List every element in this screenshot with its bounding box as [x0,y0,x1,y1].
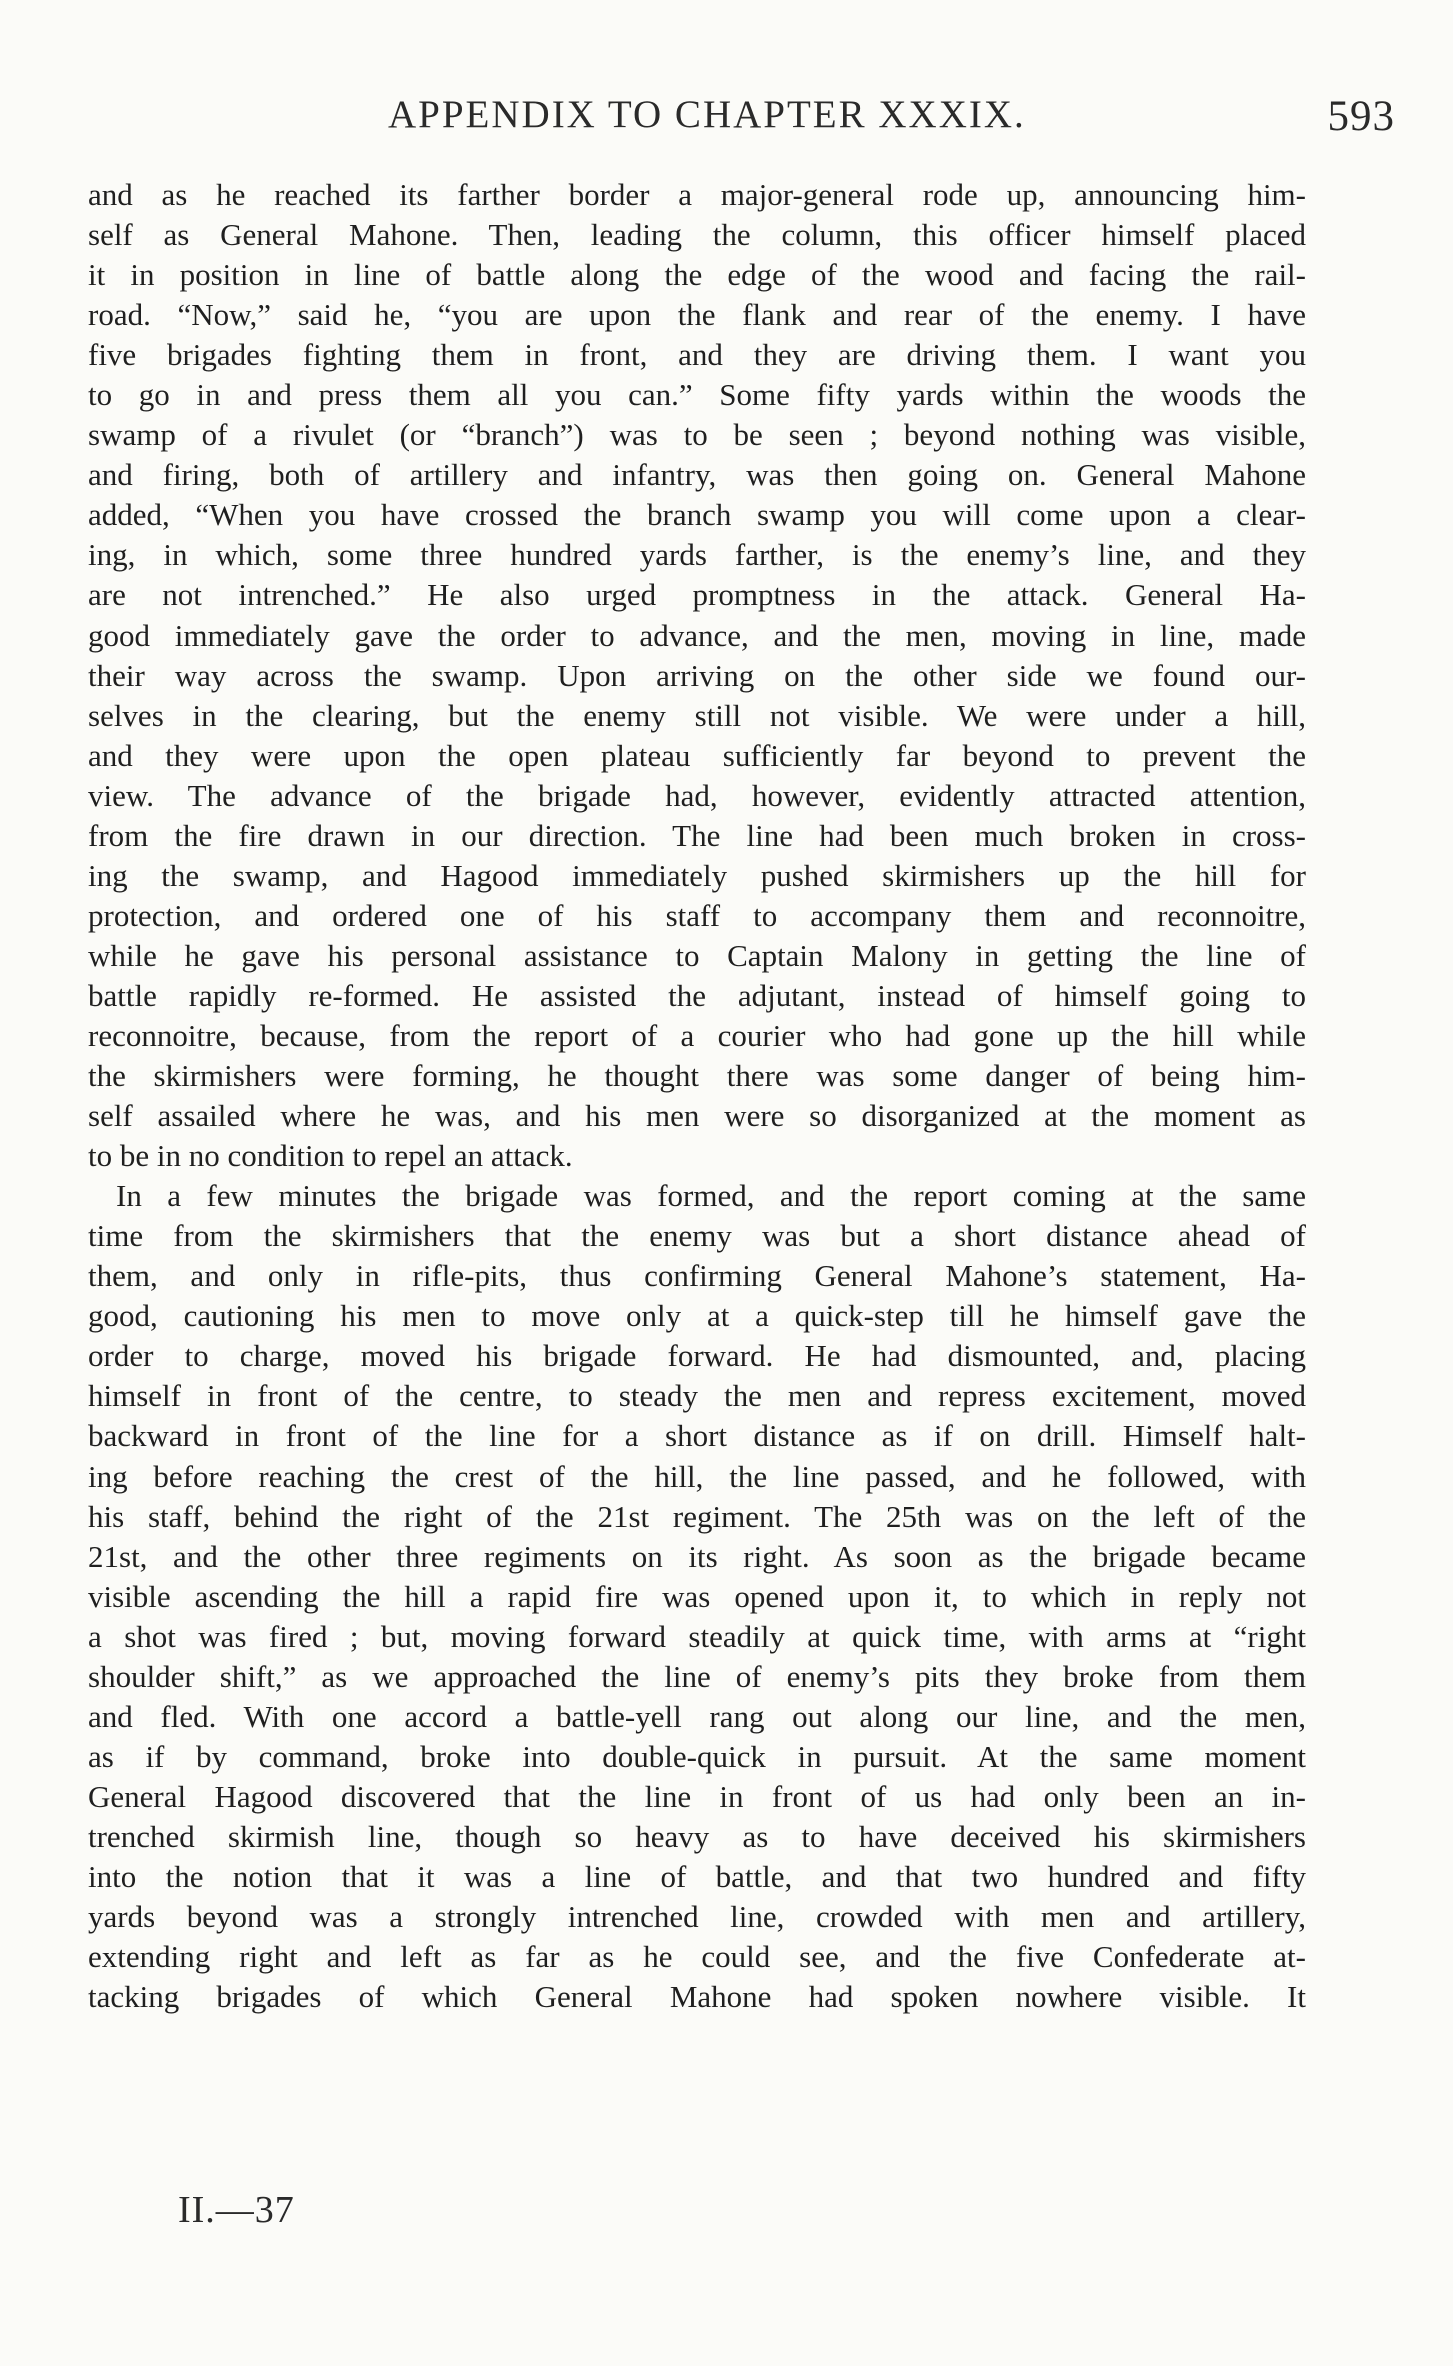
text-line: are not intrenched.” He also urged promptness in the attack. General Ha- [88,577,1306,613]
text-line: road. “Now,” said he, “you are upon the flank and rear of the enemy. I have [88,297,1306,333]
text-line: extending right and left as far as he could see, and the five Confederate at- [88,1939,1306,1975]
text-line: swamp of a rivulet (or “branch”) was to be seen ; beyond nothing was visible, [88,417,1306,453]
text-line: trenched skirmish line, though so heavy as to have deceived his skirmishers [88,1818,1306,1854]
text-line: self as General Mahone. Then, leading the column, this officer himself placed [88,217,1306,253]
text-line: good, cautioning his men to move only at a quick-step till he himself gave the [88,1298,1306,1334]
text-line: added, “When you have crossed the branch swamp you will come upon a clear- [88,497,1306,533]
text-line: view. The advance of the brigade had, however, evidently attracted attention, [88,777,1306,813]
text-line: battle rapidly re-formed. He assisted the adjutant, instead of himself going to [88,977,1306,1013]
text-line: good immediately gave the order to advance, and the men, moving in line, made [88,617,1306,653]
running-title: APPENDIX TO CHAPTER XXXIX. [388,93,1026,136]
text-line: a shot was fired ; but, moving forward steadily at quick time, with arms at “right [88,1618,1306,1654]
text-line: reconnoitre, because, from the report of a courier who had gone up the hill while [88,1017,1306,1053]
text-line: self assailed where he was, and his men were so disorganized at the moment as [88,1098,1306,1134]
text-line: visible ascending the hill a rapid fire was opened upon it, to which in reply not [88,1578,1306,1614]
text-line: to be in no condition to repel an attack. [88,1138,573,1174]
text-line: order to charge, moved his brigade forward. He had dismounted, and, placing [88,1338,1306,1374]
text-line: tacking brigades of which General Mahone had spoken nowhere visible. It [88,1979,1306,2015]
text-line: shoulder shift,” as we approached the line of enemy’s pits they broke from them [88,1658,1306,1694]
text-line: into the notion that it was a line of battle, and that two hundred and fifty [88,1858,1306,1894]
text-line: them, and only in rifle-pits, thus confirming General Mahone’s statement, Ha- [88,1258,1306,1294]
text-line: ing, in which, some three hundred yards farther, is the enemy’s line, and they [88,537,1306,573]
text-line: and as he reached its farther border a major-general rode up, announcing him- [88,177,1306,212]
text-line: himself in front of the centre, to steady the men and repress excitement, moved [88,1378,1306,1414]
text-line: General Hagood discovered that the line in front of us had only been an in- [88,1778,1306,1814]
text-line: the skirmishers were forming, he thought there was some danger of being him- [88,1058,1306,1094]
body-text [88,175,1306,2017]
paragraph-1 [88,175,1306,1176]
text-line: and firing, both of artillery and infantry, was then going on. General Mahone [88,457,1306,493]
running-header [88,92,1395,152]
text-line: In a few minutes the brigade was formed, and the report coming at the same [116,1178,1306,1214]
text-line: to go in and press them all you can.” Some fifty yards within the woods the [88,377,1306,413]
text-line: it in position in line of battle along the edge of the wood and facing the rail- [88,257,1306,293]
text-line: yards beyond was a strongly intrenched line, crowded with men and artillery, [88,1899,1306,1935]
text-line: ing before reaching the crest of the hill, the line passed, and he followed, with [88,1458,1306,1494]
text-line: as if by command, broke into double-quick in pursuit. At the same moment [88,1738,1306,1774]
text-line: backward in front of the line for a short distance as if on drill. Himself halt- [88,1418,1306,1454]
text-line: 21st, and the other three regiments on its right. As soon as the brigade became [88,1538,1306,1574]
text-line: and fled. With one accord a battle-yell rang out along our line, and the men, [88,1698,1306,1734]
text-line: protection, and ordered one of his staff to accompany them and reconnoitre, [88,897,1306,933]
text-line: ing the swamp, and Hagood immediately pushed skirmishers up the hill for [88,857,1306,893]
text-line: selves in the clearing, but the enemy still not visible. We were under a hill, [88,697,1306,733]
paragraph-2 [88,1176,1306,2017]
text-line: from the fire drawn in our direction. The line had been much broken in cross- [88,817,1306,853]
text-line: his staff, behind the right of the 21st regiment. The 25th was on the left of the [88,1498,1306,1534]
text-line: their way across the swamp. Upon arriving on the other side we found our- [88,657,1306,693]
text-line: and they were upon the open plateau sufficiently far beyond to prevent the [88,737,1306,773]
page-number: 593 [1327,93,1395,140]
signature-mark: II.—37 [178,2189,295,2231]
text-line: time from the skirmishers that the enemy was but a short distance ahead of [88,1218,1306,1254]
text-line: while he gave his personal assistance to Captain Malony in getting the line of [88,937,1306,973]
text-line: five brigades fighting them in front, and they are driving them. I want you [88,337,1306,373]
